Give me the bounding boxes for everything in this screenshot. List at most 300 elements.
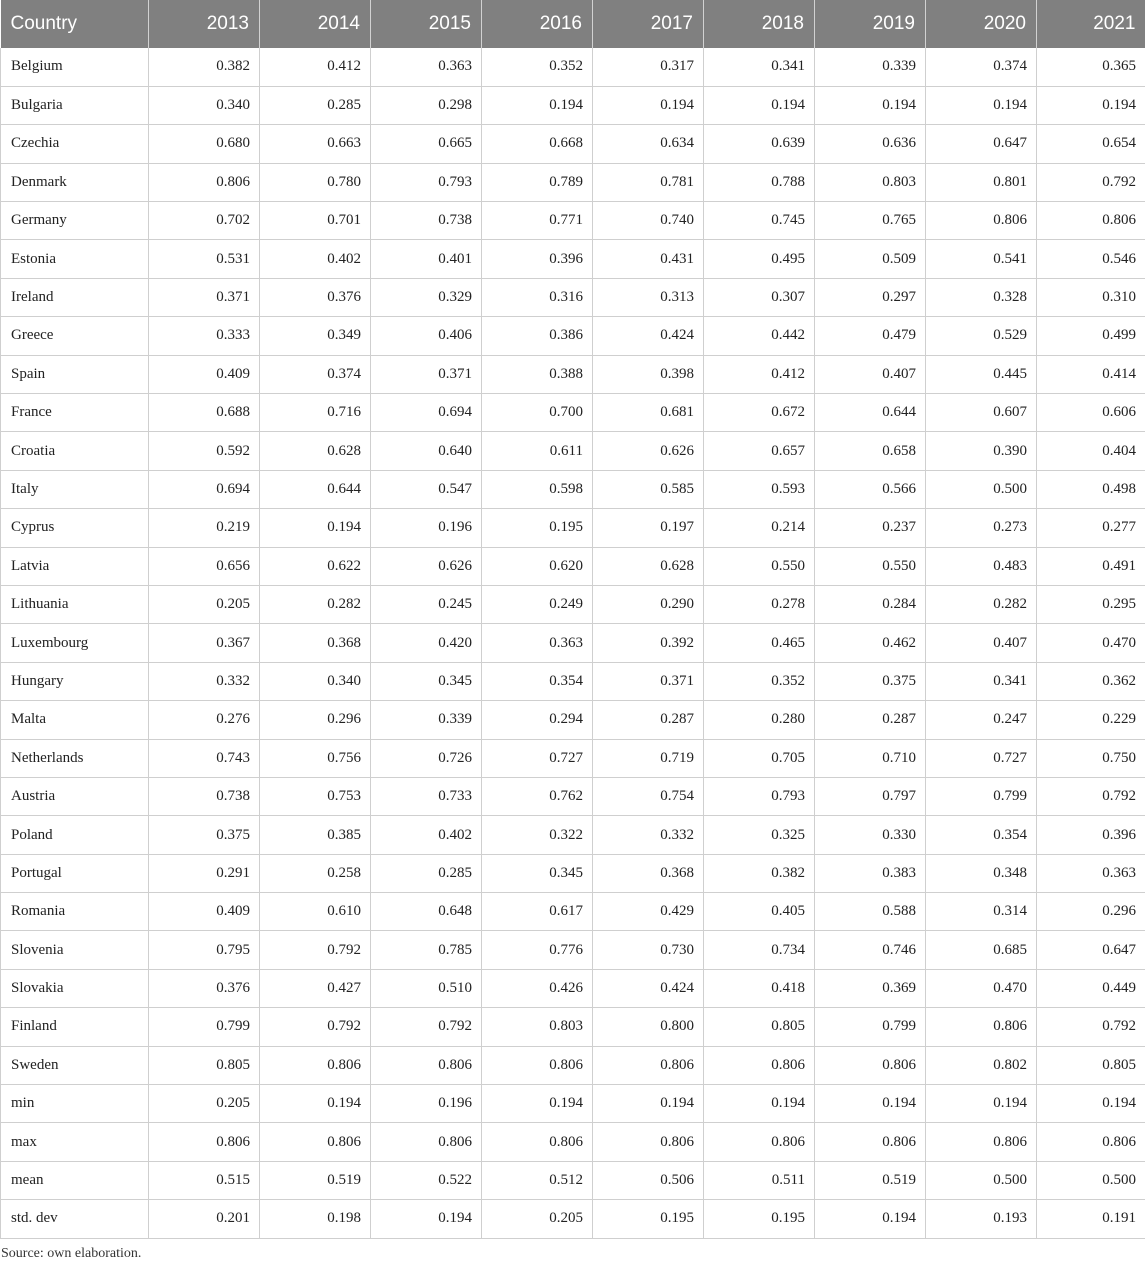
value-cell: 0.470 [1037,624,1145,662]
value-cell: 0.788 [704,163,815,201]
value-cell: 0.349 [260,317,371,355]
row-label: France [1,394,149,432]
table-row [1,816,1145,854]
value-cell: 0.806 [260,1046,371,1084]
value-cell: 0.330 [815,816,926,854]
value-cell: 0.424 [593,317,704,355]
header-year: 2017 [593,0,704,48]
value-cell: 0.654 [1037,125,1145,163]
row-label: Belgium [1,48,149,86]
value-cell: 0.194 [926,1085,1037,1123]
table-row [1,893,1145,931]
value-cell: 0.550 [704,547,815,585]
value-cell: 0.194 [371,1200,482,1238]
value-cell: 0.806 [593,1046,704,1084]
value-cell: 0.194 [926,86,1037,124]
table-row [1,701,1145,739]
table-body [1,48,1145,1238]
value-cell: 0.325 [704,816,815,854]
row-label: Italy [1,470,149,508]
header-country: Country [1,0,149,48]
value-cell: 0.371 [593,662,704,700]
value-cell: 0.610 [260,893,371,931]
value-cell: 0.519 [260,1161,371,1199]
value-cell: 0.792 [1037,163,1145,201]
value-cell: 0.375 [815,662,926,700]
value-cell: 0.685 [926,931,1037,969]
value-cell: 0.348 [926,854,1037,892]
value-cell: 0.414 [1037,355,1145,393]
value-cell: 0.806 [371,1123,482,1161]
value-cell: 0.495 [704,240,815,278]
table-row [1,777,1145,815]
value-cell: 0.511 [704,1161,815,1199]
value-cell: 0.332 [593,816,704,854]
value-cell: 0.367 [149,624,260,662]
value-cell: 0.282 [260,585,371,623]
value-cell: 0.196 [371,1085,482,1123]
value-cell: 0.194 [704,86,815,124]
value-cell: 0.640 [371,432,482,470]
value-cell: 0.656 [149,547,260,585]
value-cell: 0.375 [149,816,260,854]
value-cell: 0.310 [1037,278,1145,316]
table-row [1,1200,1145,1238]
value-cell: 0.298 [371,86,482,124]
table-row [1,202,1145,240]
value-cell: 0.284 [815,585,926,623]
value-cell: 0.285 [260,86,371,124]
header-year: 2014 [260,0,371,48]
header-year: 2021 [1037,0,1145,48]
value-cell: 0.340 [149,86,260,124]
value-cell: 0.386 [482,317,593,355]
row-label: max [1,1123,149,1161]
value-cell: 0.727 [482,739,593,777]
header-year: 2019 [815,0,926,48]
table-row [1,394,1145,432]
value-cell: 0.405 [704,893,815,931]
value-cell: 0.620 [482,547,593,585]
value-cell: 0.371 [149,278,260,316]
value-cell: 0.647 [926,125,1037,163]
value-cell: 0.290 [593,585,704,623]
value-cell: 0.194 [593,1085,704,1123]
value-cell: 0.407 [926,624,1037,662]
value-cell: 0.462 [815,624,926,662]
value-cell: 0.368 [260,624,371,662]
row-label: Estonia [1,240,149,278]
value-cell: 0.483 [926,547,1037,585]
value-cell: 0.193 [926,1200,1037,1238]
source-note: Source: own elaboration. [1,1246,142,1261]
value-cell: 0.607 [926,394,1037,432]
value-cell: 0.515 [149,1161,260,1199]
value-cell: 0.333 [149,317,260,355]
row-label: Malta [1,701,149,739]
row-label: Sweden [1,1046,149,1084]
value-cell: 0.606 [1037,394,1145,432]
row-label: Bulgaria [1,86,149,124]
table-row [1,470,1145,508]
value-cell: 0.291 [149,854,260,892]
value-cell: 0.396 [482,240,593,278]
value-cell: 0.780 [260,163,371,201]
row-label: Greece [1,317,149,355]
value-cell: 0.409 [149,893,260,931]
value-cell: 0.806 [371,1046,482,1084]
value-cell: 0.522 [371,1161,482,1199]
row-label: Denmark [1,163,149,201]
value-cell: 0.273 [926,509,1037,547]
value-cell: 0.191 [1037,1200,1145,1238]
value-cell: 0.404 [1037,432,1145,470]
row-label: Czechia [1,125,149,163]
value-cell: 0.730 [593,931,704,969]
value-cell: 0.593 [704,470,815,508]
value-cell: 0.799 [815,1008,926,1046]
value-cell: 0.445 [926,355,1037,393]
value-cell: 0.801 [926,163,1037,201]
value-cell: 0.313 [593,278,704,316]
value-cell: 0.194 [1037,1085,1145,1123]
value-cell: 0.194 [815,1085,926,1123]
value-cell: 0.701 [260,202,371,240]
value-cell: 0.611 [482,432,593,470]
table-row [1,931,1145,969]
value-cell: 0.196 [371,509,482,547]
value-cell: 0.479 [815,317,926,355]
value-cell: 0.529 [926,317,1037,355]
value-cell: 0.738 [149,777,260,815]
value-cell: 0.328 [926,278,1037,316]
value-cell: 0.510 [371,969,482,1007]
value-cell: 0.365 [1037,48,1145,86]
table-row [1,1123,1145,1161]
value-cell: 0.392 [593,624,704,662]
row-label: std. dev [1,1200,149,1238]
value-cell: 0.296 [260,701,371,739]
value-cell: 0.756 [260,739,371,777]
value-cell: 0.792 [260,1008,371,1046]
value-cell: 0.295 [1037,585,1145,623]
value-cell: 0.194 [593,86,704,124]
value-cell: 0.418 [704,969,815,1007]
row-label: Poland [1,816,149,854]
value-cell: 0.672 [704,394,815,432]
value-cell: 0.626 [593,432,704,470]
value-cell: 0.754 [593,777,704,815]
table-row [1,854,1145,892]
value-cell: 0.376 [260,278,371,316]
value-cell: 0.668 [482,125,593,163]
value-cell: 0.799 [149,1008,260,1046]
value-cell: 0.498 [1037,470,1145,508]
table-row [1,163,1145,201]
value-cell: 0.805 [1037,1046,1145,1084]
table-row [1,624,1145,662]
value-cell: 0.592 [149,432,260,470]
value-cell: 0.617 [482,893,593,931]
value-cell: 0.194 [815,86,926,124]
value-cell: 0.750 [1037,739,1145,777]
value-cell: 0.665 [371,125,482,163]
value-cell: 0.550 [815,547,926,585]
header-row [1,0,1145,48]
value-cell: 0.628 [260,432,371,470]
value-cell: 0.745 [704,202,815,240]
value-cell: 0.509 [815,240,926,278]
value-cell: 0.541 [926,240,1037,278]
value-cell: 0.316 [482,278,593,316]
value-cell: 0.285 [371,854,482,892]
value-cell: 0.465 [704,624,815,662]
table-row [1,355,1145,393]
value-cell: 0.806 [926,1123,1037,1161]
value-cell: 0.719 [593,739,704,777]
value-cell: 0.688 [149,394,260,432]
value-cell: 0.644 [260,470,371,508]
value-cell: 0.793 [371,163,482,201]
table-row [1,1161,1145,1199]
value-cell: 0.727 [926,739,1037,777]
value-cell: 0.792 [1037,1008,1145,1046]
value-cell: 0.407 [815,355,926,393]
value-cell: 0.429 [593,893,704,931]
row-label: Romania [1,893,149,931]
value-cell: 0.194 [704,1085,815,1123]
value-cell: 0.792 [371,1008,482,1046]
value-cell: 0.519 [815,1161,926,1199]
value-cell: 0.793 [704,777,815,815]
value-cell: 0.424 [593,969,704,1007]
row-label: Portugal [1,854,149,892]
row-label: Slovenia [1,931,149,969]
value-cell: 0.398 [593,355,704,393]
value-cell: 0.702 [149,202,260,240]
value-cell: 0.287 [593,701,704,739]
value-cell: 0.362 [1037,662,1145,700]
value-cell: 0.345 [371,662,482,700]
value-cell: 0.491 [1037,547,1145,585]
row-label: Luxembourg [1,624,149,662]
value-cell: 0.806 [482,1123,593,1161]
value-cell: 0.194 [1037,86,1145,124]
value-cell: 0.431 [593,240,704,278]
value-cell: 0.195 [704,1200,815,1238]
value-cell: 0.626 [371,547,482,585]
value-cell: 0.806 [260,1123,371,1161]
value-cell: 0.297 [815,278,926,316]
value-cell: 0.314 [926,893,1037,931]
value-cell: 0.648 [371,893,482,931]
value-cell: 0.214 [704,509,815,547]
row-label: Germany [1,202,149,240]
value-cell: 0.374 [260,355,371,393]
value-cell: 0.420 [371,624,482,662]
value-cell: 0.512 [482,1161,593,1199]
value-cell: 0.341 [704,48,815,86]
value-cell: 0.734 [704,931,815,969]
row-label: Cyprus [1,509,149,547]
value-cell: 0.499 [1037,317,1145,355]
value-cell: 0.371 [371,355,482,393]
value-cell: 0.803 [815,163,926,201]
value-cell: 0.628 [593,547,704,585]
value-cell: 0.201 [149,1200,260,1238]
value-cell: 0.276 [149,701,260,739]
row-label: min [1,1085,149,1123]
value-cell: 0.531 [149,240,260,278]
value-cell: 0.694 [371,394,482,432]
value-cell: 0.278 [704,585,815,623]
table-row [1,739,1145,777]
value-cell: 0.663 [260,125,371,163]
value-cell: 0.229 [1037,701,1145,739]
value-cell: 0.385 [260,816,371,854]
table-row [1,547,1145,585]
value-cell: 0.194 [260,1085,371,1123]
header-year: 2015 [371,0,482,48]
value-cell: 0.800 [593,1008,704,1046]
value-cell: 0.402 [260,240,371,278]
value-cell: 0.806 [926,1008,1037,1046]
value-cell: 0.341 [926,662,1037,700]
value-cell: 0.700 [482,394,593,432]
value-cell: 0.781 [593,163,704,201]
table-header [1,0,1145,48]
value-cell: 0.746 [815,931,926,969]
value-cell: 0.205 [149,585,260,623]
value-cell: 0.726 [371,739,482,777]
table-row [1,969,1145,1007]
value-cell: 0.219 [149,509,260,547]
table-row [1,86,1145,124]
value-cell: 0.194 [260,509,371,547]
value-cell: 0.694 [149,470,260,508]
value-cell: 0.806 [815,1123,926,1161]
table-row [1,1008,1145,1046]
table-row [1,1085,1145,1123]
value-cell: 0.806 [815,1046,926,1084]
value-cell: 0.396 [1037,816,1145,854]
value-cell: 0.806 [704,1123,815,1161]
value-cell: 0.345 [482,854,593,892]
value-cell: 0.802 [926,1046,1037,1084]
value-cell: 0.634 [593,125,704,163]
value-cell: 0.307 [704,278,815,316]
value-cell: 0.382 [149,48,260,86]
value-cell: 0.705 [704,739,815,777]
value-cell: 0.500 [926,470,1037,508]
value-cell: 0.412 [704,355,815,393]
value-cell: 0.785 [371,931,482,969]
row-label: Lithuania [1,585,149,623]
value-cell: 0.806 [1037,202,1145,240]
value-cell: 0.792 [1037,777,1145,815]
value-cell: 0.710 [815,739,926,777]
value-cell: 0.363 [1037,854,1145,892]
value-cell: 0.406 [371,317,482,355]
value-cell: 0.506 [593,1161,704,1199]
value-cell: 0.500 [926,1161,1037,1199]
value-cell: 0.806 [704,1046,815,1084]
value-cell: 0.806 [482,1046,593,1084]
value-cell: 0.354 [926,816,1037,854]
table-row [1,1046,1145,1084]
value-cell: 0.363 [482,624,593,662]
value-cell: 0.322 [482,816,593,854]
value-cell: 0.795 [149,931,260,969]
value-cell: 0.339 [371,701,482,739]
value-cell: 0.352 [704,662,815,700]
row-label: Netherlands [1,739,149,777]
value-cell: 0.197 [593,509,704,547]
value-cell: 0.412 [260,48,371,86]
value-cell: 0.194 [815,1200,926,1238]
header-year: 2018 [704,0,815,48]
value-cell: 0.277 [1037,509,1145,547]
value-cell: 0.245 [371,585,482,623]
value-cell: 0.382 [704,854,815,892]
value-cell: 0.352 [482,48,593,86]
value-cell: 0.282 [926,585,1037,623]
value-cell: 0.332 [149,662,260,700]
header-year: 2016 [482,0,593,48]
value-cell: 0.374 [926,48,1037,86]
table-row [1,662,1145,700]
table-row [1,278,1145,316]
row-label: Spain [1,355,149,393]
value-cell: 0.598 [482,470,593,508]
value-cell: 0.401 [371,240,482,278]
value-cell: 0.636 [815,125,926,163]
value-cell: 0.588 [815,893,926,931]
value-cell: 0.797 [815,777,926,815]
header-year: 2013 [149,0,260,48]
value-cell: 0.296 [1037,893,1145,931]
value-cell: 0.803 [482,1008,593,1046]
table-row [1,125,1145,163]
value-cell: 0.205 [482,1200,593,1238]
value-cell: 0.806 [593,1123,704,1161]
value-cell: 0.762 [482,777,593,815]
value-cell: 0.339 [815,48,926,86]
value-cell: 0.194 [482,1085,593,1123]
value-cell: 0.753 [260,777,371,815]
value-cell: 0.354 [482,662,593,700]
table-row [1,48,1145,86]
value-cell: 0.247 [926,701,1037,739]
value-cell: 0.383 [815,854,926,892]
value-cell: 0.442 [704,317,815,355]
value-cell: 0.280 [704,701,815,739]
value-cell: 0.426 [482,969,593,1007]
value-cell: 0.680 [149,125,260,163]
value-cell: 0.195 [593,1200,704,1238]
row-label: Croatia [1,432,149,470]
value-cell: 0.805 [149,1046,260,1084]
value-cell: 0.294 [482,701,593,739]
value-cell: 0.806 [149,1123,260,1161]
row-label: Latvia [1,547,149,585]
row-label: Hungary [1,662,149,700]
value-cell: 0.427 [260,969,371,1007]
value-cell: 0.470 [926,969,1037,1007]
value-cell: 0.195 [482,509,593,547]
value-cell: 0.799 [926,777,1037,815]
value-cell: 0.205 [149,1085,260,1123]
